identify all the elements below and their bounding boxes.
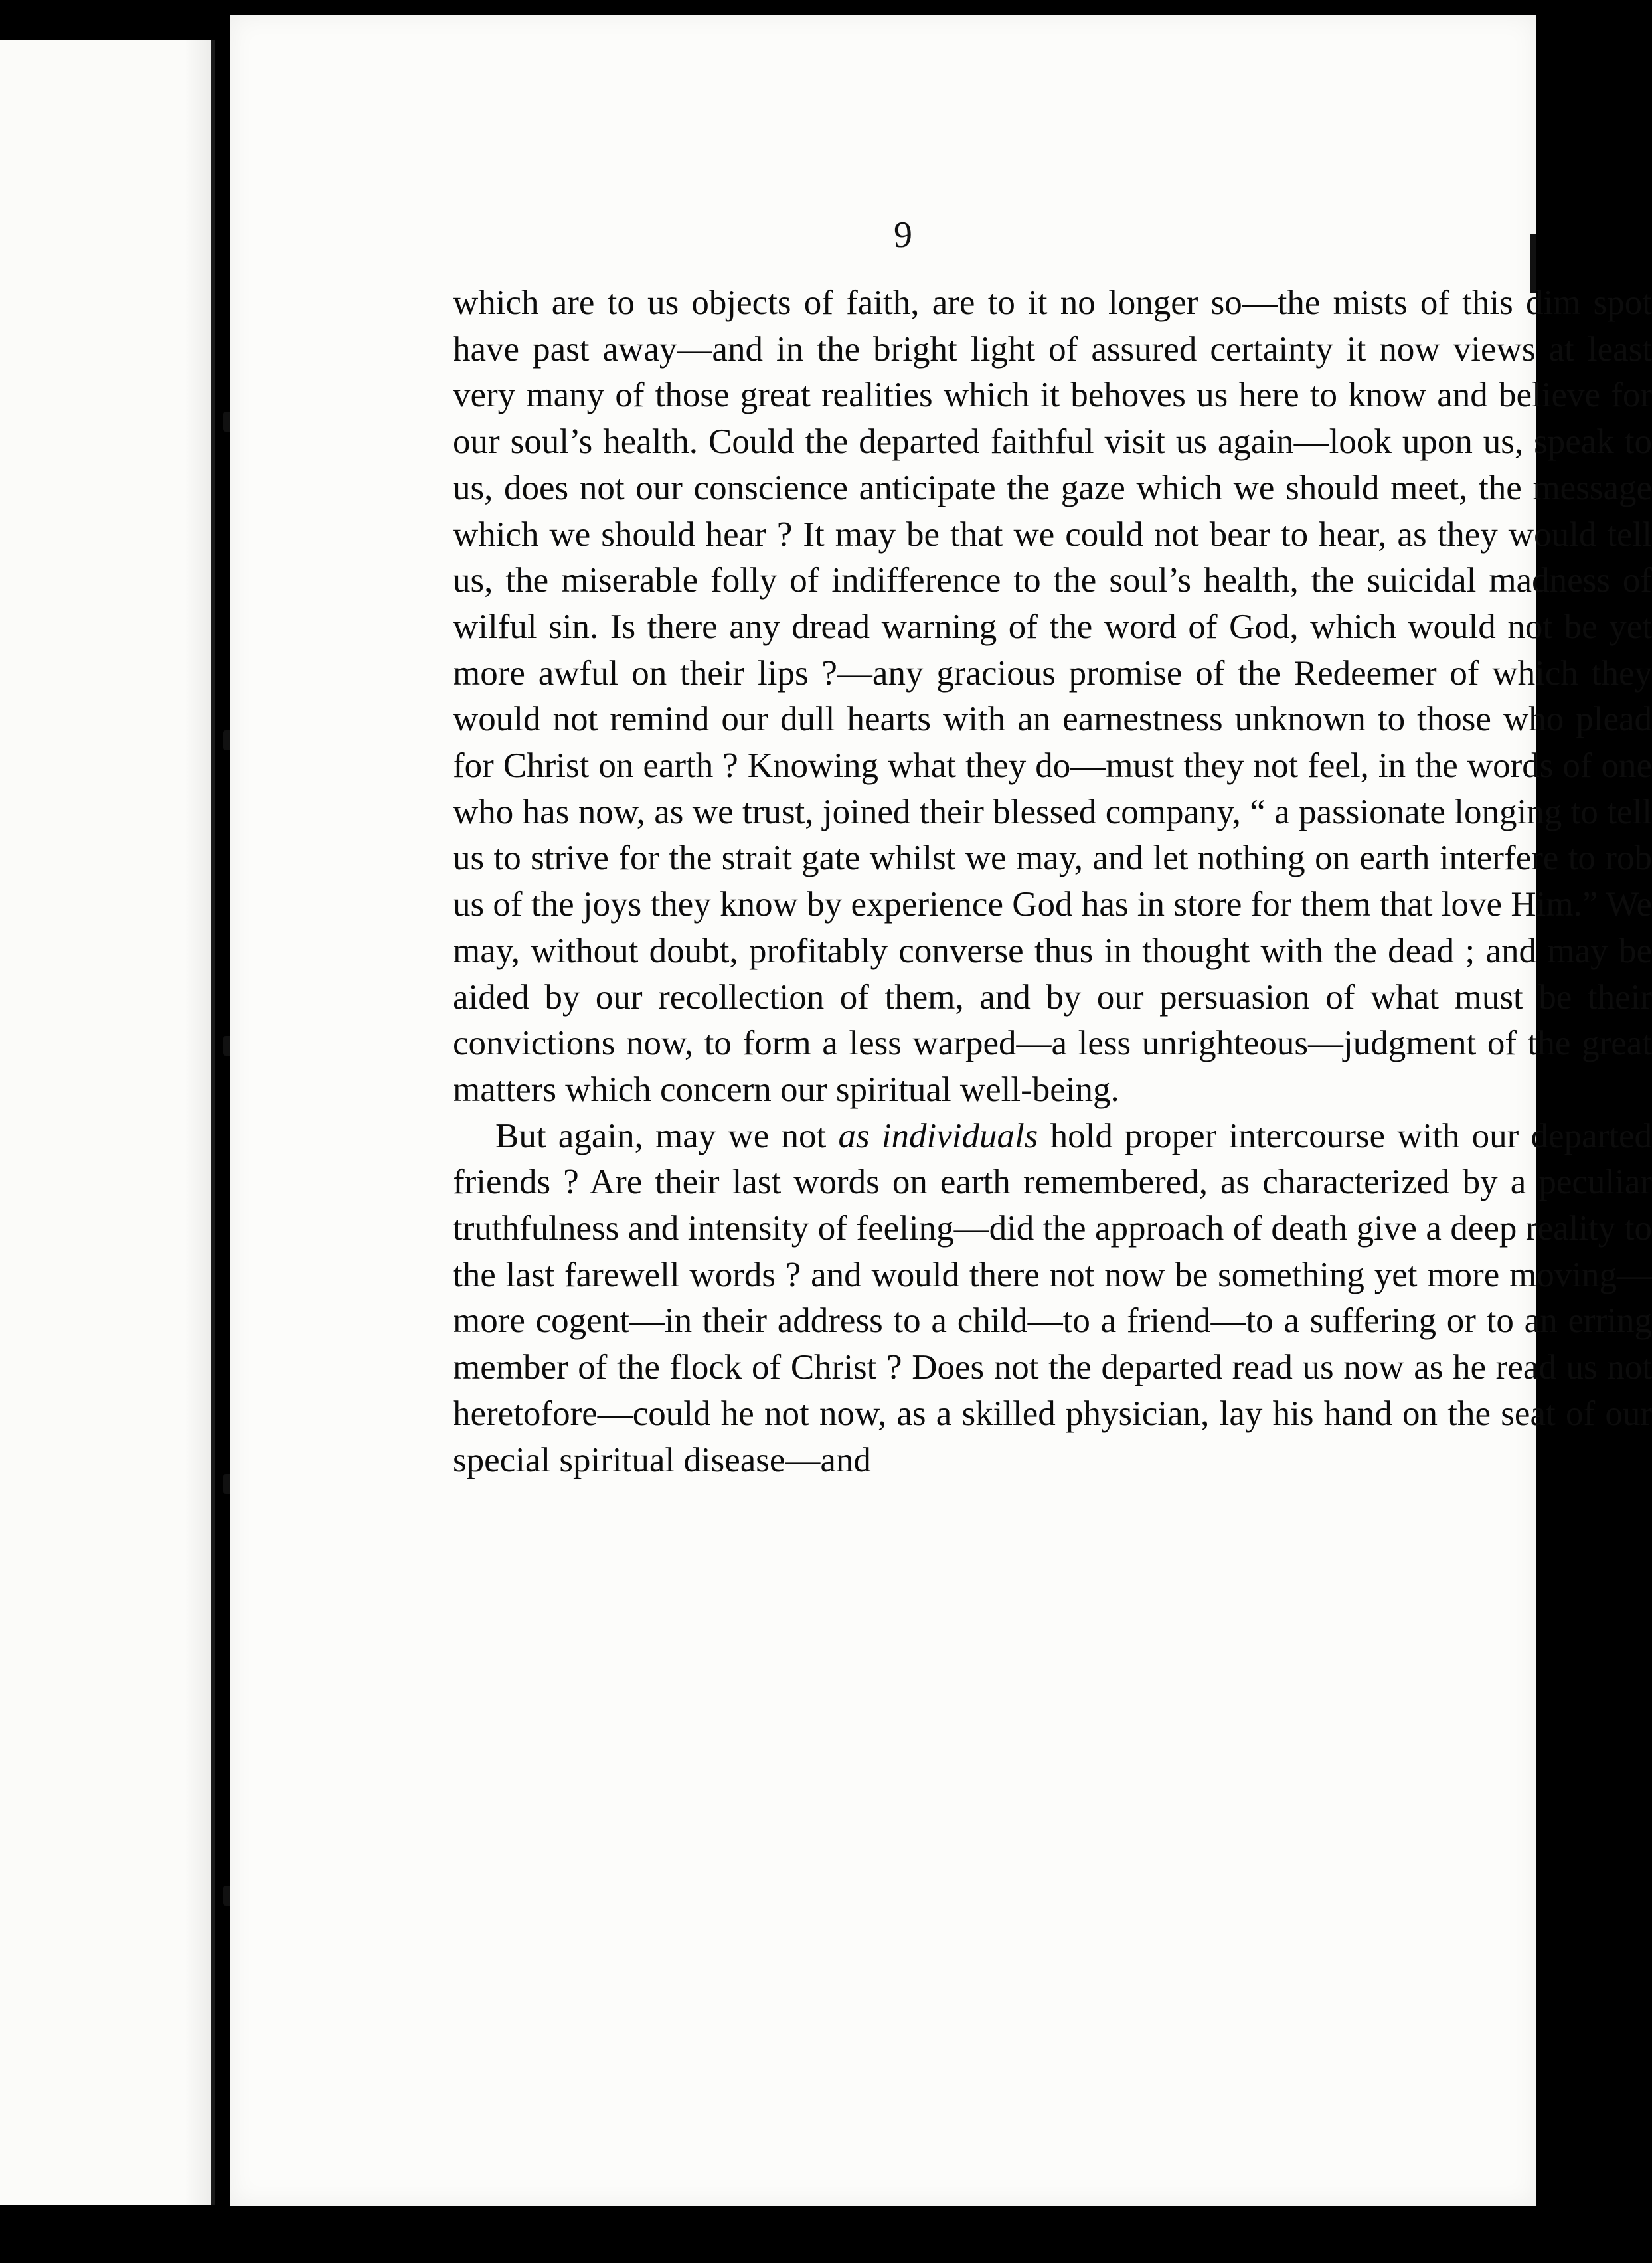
page-number: 9 bbox=[894, 214, 912, 256]
paragraph: which are to us objects of faith, are to it no longer so—the mists of this dim spot have past away—and in the bright light of assured certainty it now views at least very many of those great realities which it behoves us here to know and believe for our soul’s health. Could the departed faithful visit us again—look upon us, speak to us, does not our conscience anticipate the gaze which we should meet, the message which we should hear ? It may be that we could not bear to hear, as they would tell us, the miserable folly of indifference to the soul’s health, the suicidal madness of wilful sin. Is there any dread warning of the word of God, which would not be yet more awful on their lips ?—any gracious promise of the Redeemer of which they would not remind our dull hearts with an earnestness unknown to those who plead for Christ on earth ? Knowing what they do—must they not feel, in the words of one who has now, as we trust, joined their blessed company, “ a passionate longing to tell us to strive for the strait gate whilst we may, and let nothing on earth interfere to rob us of the joys they know by experience God has in store for them that love Him.” We may, without doubt, profitably converse thus in thought with the dead ; and may be aided by our recollection of them, and by our persuasion of what must be their convictions now, to form a less warped—a less unrighteous—judgment of the great matters which concern our spiritual well-being. bbox=[453, 284, 1652, 1109]
body-text bbox=[453, 280, 1652, 1483]
paragraph-text: But again, may we not bbox=[495, 1116, 839, 1155]
gutter-shadow bbox=[185, 40, 211, 2205]
facing-page-left bbox=[0, 40, 215, 2205]
book-page bbox=[230, 15, 1652, 2206]
paragraph bbox=[453, 1114, 1652, 1484]
emphasis-text: as individuals bbox=[838, 1116, 1038, 1155]
paragraph-text: hold proper intercourse with our departed friends ? Are their last words on earth remembered, as characterized by a peculiar truthfulness and intensity of feeling—did the approach of death give a deep reality to the last farewell words ? and would there not now be something yet more moving—more cogent—in their address to a child—to a friend—to a suffering or to an erring member of the flock of Christ ? Does not the departed read us now as he read us not heretofore—could he not now, as a skilled physician, lay his hand on the seat of our special spiritual disease—and bbox=[453, 1116, 1652, 1479]
